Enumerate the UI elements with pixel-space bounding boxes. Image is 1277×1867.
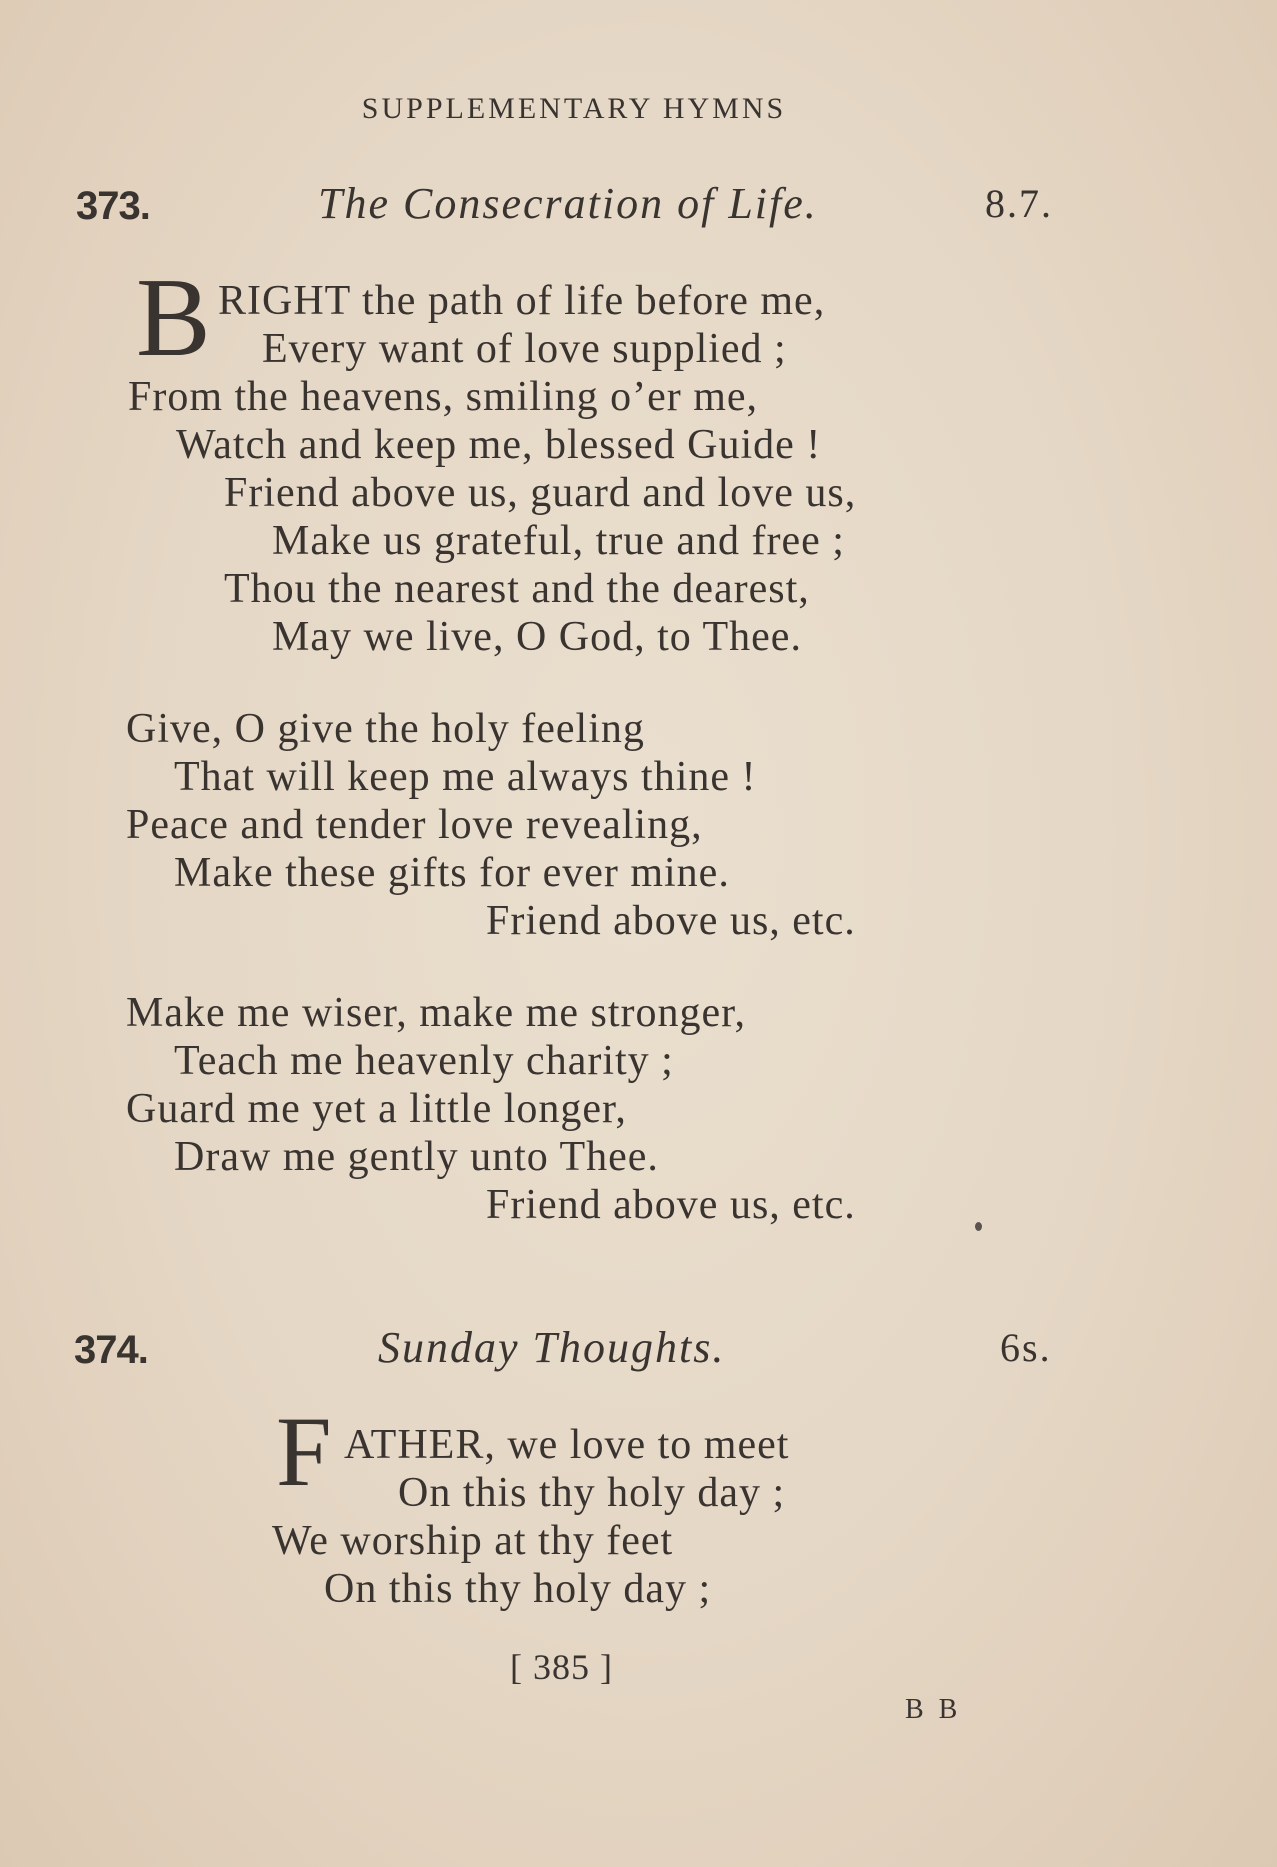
running-head: SUPPLEMENTARY HYMNS	[361, 92, 787, 125]
verse-line: Friend above us, etc.	[486, 1182, 856, 1228]
verse-line: We worship at thy feet	[272, 1518, 674, 1564]
drop-cap: F	[276, 1396, 332, 1507]
verse-line: On this thy holy day ;	[398, 1470, 786, 1516]
hymn-number: 374.	[74, 1328, 148, 1372]
verse-line: Make me wiser, make me stronger,	[126, 990, 746, 1036]
hymn-title: The Consecration of Life.	[318, 179, 818, 228]
verse-line: Peace and tender love revealing,	[126, 802, 703, 848]
drop-cap: B	[136, 256, 211, 380]
verse-line: Teach me heavenly charity ;	[174, 1038, 674, 1084]
signature-mark: B B	[905, 1694, 962, 1725]
page-number: [ 385 ]	[510, 1647, 613, 1687]
verse-line: Watch and keep me, blessed Guide !	[176, 422, 822, 468]
verse-line: Thou the nearest and the dearest,	[224, 566, 810, 612]
hymn-meter: 6s.	[1000, 1325, 1052, 1370]
verse-line: From the heavens, smiling o’er me,	[128, 374, 759, 420]
verse-line: Guard me yet a little longer,	[126, 1086, 627, 1132]
verse-line: Draw me gently unto Thee.	[174, 1134, 659, 1180]
hymn-title: Sunday Thoughts.	[378, 1323, 726, 1372]
verse-line: Every want of love supplied ;	[262, 326, 787, 372]
hymn-number: 373.	[76, 184, 150, 228]
verse-line: Make us grateful, true and free ;	[272, 518, 845, 564]
verse-line: Give, O give the holy feeling	[126, 706, 645, 752]
verse-line: May we live, O God, to Thee.	[272, 614, 802, 660]
hymn-header	[0, 178, 1277, 238]
hymn-header	[0, 1322, 1277, 1382]
ink-speck	[975, 1222, 982, 1231]
verse-line: Make these gifts for ever mine.	[174, 850, 730, 896]
verse-line: RIGHT the path of life before me,	[218, 278, 826, 324]
hymn-meter: 8.7.	[985, 181, 1053, 226]
verse-line: On this thy holy day ;	[324, 1566, 712, 1612]
verse-line: That will keep me always thine !	[174, 754, 757, 800]
verse-line: Friend above us, guard and love us,	[224, 470, 857, 516]
verse-line: Friend above us, etc.	[486, 898, 856, 944]
verse-line: ATHER, we love to meet	[344, 1422, 790, 1468]
